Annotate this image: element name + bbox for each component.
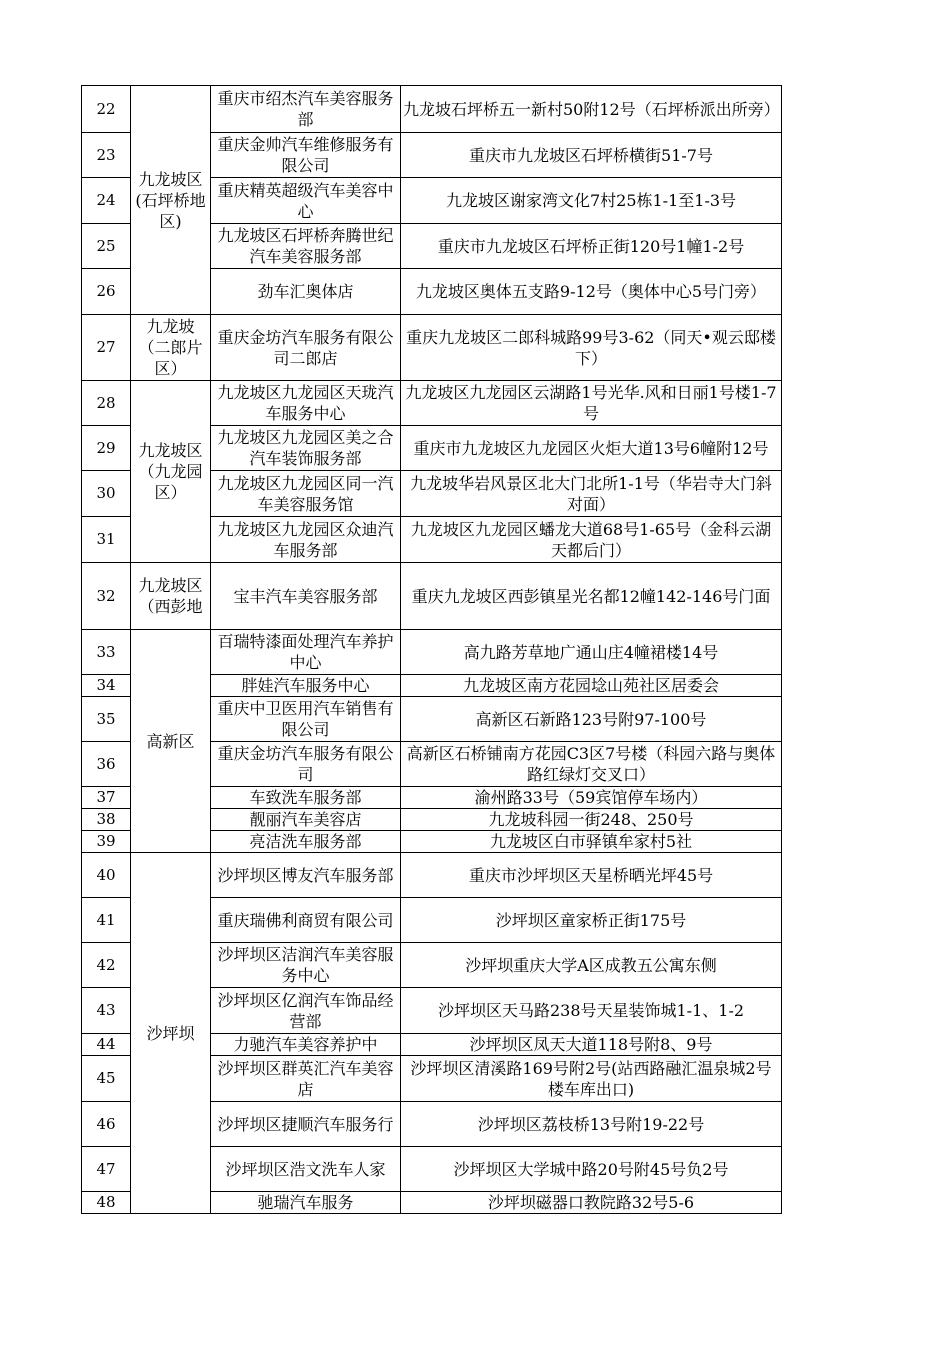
shop-name-cell: 九龙坡区石坪桥奔腾世纪汽车美容服务部: [211, 224, 401, 269]
shop-name-cell: 胖娃汽车服务中心: [211, 675, 401, 697]
row-number: 48: [82, 1192, 131, 1214]
shop-name-cell: 沙坪坝区群英汇汽车美容店: [211, 1056, 401, 1102]
shop-name-cell: 九龙坡区九龙园区同一汽车美容服务馆: [211, 471, 401, 517]
row-number: 47: [82, 1147, 131, 1192]
shop-name-cell: 驰瑞汽车服务: [211, 1192, 401, 1214]
shop-address-cell: 九龙坡石坪桥五一新村50附12号（石坪桥派出所旁）: [401, 86, 782, 133]
shop-address-cell: 沙坪坝区凤天大道118号附8、9号: [401, 1034, 782, 1056]
row-number: 42: [82, 943, 131, 988]
district-cell: 九龙坡区(石坪桥地区): [131, 86, 211, 315]
row-number: 38: [82, 809, 131, 831]
row-number: 45: [82, 1056, 131, 1102]
row-number: 23: [82, 133, 131, 178]
shop-address-cell: 九龙坡科园一街248、250号: [401, 809, 782, 831]
shop-address-cell: 重庆市九龙坡区石坪桥正街120号1幢1-2号: [401, 224, 782, 269]
shop-address-cell: 沙坪坝区天马路238号天星装饰城1-1、1-2: [401, 988, 782, 1034]
row-number: 22: [82, 86, 131, 133]
shop-name-cell: 沙坪坝区浩文洗车人家: [211, 1147, 401, 1192]
row-number: 28: [82, 381, 131, 426]
row-number: 25: [82, 224, 131, 269]
dealer-table: [81, 85, 782, 1214]
shop-address-cell: 重庆市沙坪坝区天星桥晒光坪45号: [401, 853, 782, 898]
row-number: 24: [82, 178, 131, 224]
table-row: [82, 381, 782, 426]
shop-address-cell: 九龙坡华岩风景区北大门北所1-1号（华岩寺大门斜对面）: [401, 471, 782, 517]
row-number: 27: [82, 315, 131, 381]
row-number: 43: [82, 988, 131, 1034]
shop-address-cell: 九龙坡区白市驿镇牟家村5社: [401, 831, 782, 853]
row-number: 32: [82, 563, 131, 630]
shop-name-cell: 重庆中卫医用汽车销售有限公司: [211, 697, 401, 742]
row-number: 35: [82, 697, 131, 742]
shop-address-cell: 沙坪坝重庆大学A区成教五公寓东侧: [401, 943, 782, 988]
shop-name-cell: 宝丰汽车美容服务部: [211, 563, 401, 630]
row-number: 40: [82, 853, 131, 898]
shop-name-cell: 劲车汇奥体店: [211, 269, 401, 315]
row-number: 30: [82, 471, 131, 517]
shop-name-cell: 重庆市绍杰汽车美容服务部: [211, 86, 401, 133]
row-number: 34: [82, 675, 131, 697]
shop-address-cell: 沙坪坝磁器口教院路32号5-6: [401, 1192, 782, 1214]
shop-name-cell: 百瑞特漆面处理汽车养护中心: [211, 630, 401, 675]
shop-address-cell: 沙坪坝区童家桥正街175号: [401, 898, 782, 943]
shop-name-cell: 靓丽汽车美容店: [211, 809, 401, 831]
shop-name-cell: 沙坪坝区亿润汽车饰品经营部: [211, 988, 401, 1034]
table-row: [82, 563, 782, 630]
row-number: 44: [82, 1034, 131, 1056]
shop-address-cell: 九龙坡区奥体五支路9-12号（奥体中心5号门旁）: [401, 269, 782, 315]
row-number: 31: [82, 517, 131, 563]
district-cell: 九龙坡区（西彭地: [131, 563, 211, 630]
shop-name-cell: 沙坪坝区洁润汽车美容服务中心: [211, 943, 401, 988]
shop-name-cell: 九龙坡区九龙园区美之合汽车装饰服务部: [211, 426, 401, 471]
shop-address-cell: 九龙坡区谢家湾文化7村25栋1-1至1-3号: [401, 178, 782, 224]
shop-address-cell: 沙坪坝区大学城中路20号附45号负2号: [401, 1147, 782, 1192]
row-number: 46: [82, 1102, 131, 1147]
district-cell: 九龙坡（二郎片区）: [131, 315, 211, 381]
shop-address-cell: 高九路芳草地广通山庄4幢裙楼14号: [401, 630, 782, 675]
table-row: [82, 853, 782, 898]
district-cell: 九龙坡区（九龙园区）: [131, 381, 211, 563]
shop-name-cell: 沙坪坝区捷顺汽车服务行: [211, 1102, 401, 1147]
shop-address-cell: 渝州路33号（59宾馆停车场内）: [401, 787, 782, 809]
table-row: [82, 86, 782, 133]
district-cell: 沙坪坝: [131, 853, 211, 1214]
shop-name-cell: 九龙坡区九龙园区众迪汽车服务部: [211, 517, 401, 563]
row-number: 36: [82, 742, 131, 787]
shop-name-cell: 力驰汽车美容养护中: [211, 1034, 401, 1056]
table-row: [82, 315, 782, 381]
shop-address-cell: 沙坪坝区荔枝桥13号附19-22号: [401, 1102, 782, 1147]
shop-address-cell: 九龙坡区九龙园区蟠龙大道68号1-65号（金科云湖天都后门）: [401, 517, 782, 563]
shop-address-cell: 沙坪坝区清溪路169号附2号(站西路融汇温泉城2号楼车库出口): [401, 1056, 782, 1102]
row-number: 41: [82, 898, 131, 943]
shop-address-cell: 重庆九龙坡区二郎科城路99号3-62（同天•观云邸楼下）: [401, 315, 782, 381]
shop-name-cell: 沙坪坝区博友汽车服务部: [211, 853, 401, 898]
row-number: 29: [82, 426, 131, 471]
shop-name-cell: 九龙坡区九龙园区天珑汽车服务中心: [211, 381, 401, 426]
row-number: 39: [82, 831, 131, 853]
shop-name-cell: 重庆金帅汽车维修服务有限公司: [211, 133, 401, 178]
shop-name-cell: 重庆精英超级汽车美容中心: [211, 178, 401, 224]
shop-name-cell: 重庆金坊汽车服务有限公司: [211, 742, 401, 787]
shop-address-cell: 高新区石桥铺南方花园C3区7号楼（科园六路与奥体路红绿灯交叉口）: [401, 742, 782, 787]
row-number: 33: [82, 630, 131, 675]
shop-address-cell: 重庆市九龙坡区九龙园区火炬大道13号6幢附12号: [401, 426, 782, 471]
row-number: 26: [82, 269, 131, 315]
shop-name-cell: 重庆金坊汽车服务有限公司二郎店: [211, 315, 401, 381]
district-cell: 高新区: [131, 630, 211, 853]
shop-address-cell: 九龙坡区九龙园区云湖路1号光华.风和日丽1号楼1-7号: [401, 381, 782, 426]
shop-address-cell: 九龙坡区南方花园埝山苑社区居委会: [401, 675, 782, 697]
shop-address-cell: 重庆市九龙坡区石坪桥横街51-7号: [401, 133, 782, 178]
row-number: 37: [82, 787, 131, 809]
table-row: [82, 630, 782, 675]
shop-name-cell: 车致洗车服务部: [211, 787, 401, 809]
shop-name-cell: 重庆瑞佛利商贸有限公司: [211, 898, 401, 943]
shop-address-cell: 重庆九龙坡区西彭镇星光名都12幢142-146号门面: [401, 563, 782, 630]
shop-name-cell: 亮洁洗车服务部: [211, 831, 401, 853]
shop-address-cell: 高新区石新路123号附97-100号: [401, 697, 782, 742]
